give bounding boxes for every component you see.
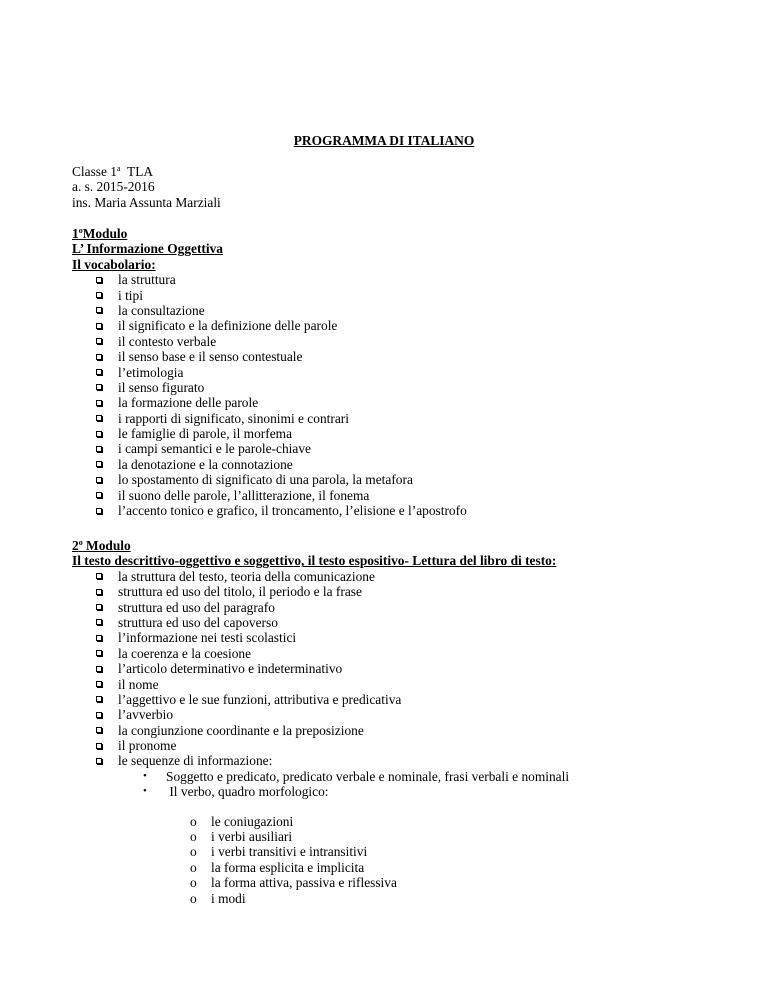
list-item-text: struttura ed uso del capoverso [118,614,278,630]
module-1-heading: 1$^o$Modulo [72,226,128,241]
checkbox-bullet-icon [96,589,102,595]
list-item-text: la struttura [118,272,176,288]
checkbox-bullet-icon [96,619,102,625]
module-2-sub-list [72,814,556,906]
checkbox-bullet-icon [96,292,102,298]
module-2-section: Il testo descrittivo-oggettivo e soggettivo, il testo espositivo- Lettura del libro di testo: [72,553,557,569]
checkbox-bullet-icon [96,681,102,687]
list-item-text: l’etimologia [118,364,184,380]
checkbox-bullet-icon [96,446,102,452]
checkbox-bullet-icon [96,415,102,421]
bullet-item-text: Soggetto e predicato, predicato verbale e nominale, frasi verbali e nominali [166,768,570,784]
list-item-text: il suono delle parole, l’allitterazione, il fonema [118,487,370,503]
circle-bullet-icon: o [190,859,197,875]
list-item-text: la formazione delle parole [118,395,259,411]
list-item-text: lo spostamento di significato di una parola, la metafora [118,472,413,488]
bullet-item-text: Il verbo, quadro morfologico: [166,784,329,800]
page-title: PROGRAMMA DI ITALIANO [293,133,475,148]
sub-list-item [72,875,556,890]
list-item-text: l’accento tonico e grafico, il troncamento, l’elisione e l’apostrofo [118,503,467,519]
checkbox-bullet-icon [96,431,102,437]
sub-list-item-text: la forma attiva, passiva e riflessiva [211,875,397,891]
sub-list-item [72,829,556,844]
class-info [72,164,221,210]
sub-list-item-text: i verbi transitivi e intransitivi [211,844,368,860]
list-item-text: i tipi [118,287,143,303]
checkbox-bullet-icon [96,461,102,467]
list-item-text: la denotazione e la connotazione [118,456,293,472]
list-item-text: il nome [118,676,159,692]
sub-list-item [72,860,556,875]
class-line: Classe 1$^a$ TLA [72,164,154,179]
list-item [72,456,293,472]
sub-list-item-text: i verbi ausiliari [211,829,293,845]
list-item [72,600,556,615]
list-item [72,661,556,676]
list-item-text: le sequenze di informazione: [118,753,273,769]
list-item-text: le famiglie di parole, il morfema [118,426,293,442]
checkbox-bullet-icon [96,354,102,360]
list-item-text: il senso base e il senso contestuale [118,349,303,365]
sub-list-item-text: i modi [211,890,246,906]
list-item-text: il senso figurato [118,379,205,395]
school-year: a. s. 2015-2016 [72,179,155,195]
checkbox-bullet-icon [96,604,102,610]
circle-bullet-icon: o [190,875,197,891]
sub-list-item [72,814,556,829]
list-item-text: il pronome [118,738,177,754]
list-item [72,692,556,707]
checkbox-bullet-icon [96,635,102,641]
checkbox-bullet-icon [96,477,102,483]
checkbox-bullet-icon [96,492,102,498]
checkbox-bullet-icon [96,573,102,579]
checkbox-bullet-icon [96,338,102,344]
list-item-text: il contesto verbale [118,333,217,349]
checkbox-bullet-icon [96,712,102,718]
list-item-text: la coerenza e la coesione [118,645,252,661]
list-item [72,723,556,738]
list-item [72,503,467,519]
list-item [72,677,556,692]
checkbox-bullet-icon [96,307,102,313]
list-item-text: i rapporti di significato, sinonimi e contrari [118,410,349,426]
bullet-dot-icon: • [143,785,147,798]
list-item-text: l’articolo determinativo e indeterminativo [118,661,343,677]
list-item [72,472,413,488]
list-item [72,646,556,661]
sub-list-item [72,844,556,859]
module-2 [72,538,570,906]
list-item-text: struttura ed uso del titolo, il periodo e la frase [118,584,362,600]
checkbox-bullet-icon [96,650,102,656]
list-item [72,487,370,503]
list-item [72,738,556,753]
checkbox-bullet-icon [96,369,102,375]
checkbox-bullet-icon [96,384,102,390]
list-item [72,365,223,380]
circle-bullet-icon: o [190,829,197,845]
bullet-item [72,768,570,784]
module-1-list [72,272,467,519]
list-item [72,288,223,303]
checkbox-bullet-icon [96,277,102,283]
list-item [72,441,311,457]
list-item [72,303,223,318]
list-item [72,334,223,349]
sub-list-item-text: le coniugazioni [211,813,294,829]
checkbox-bullet-icon [96,508,102,514]
checkbox-bullet-icon [96,727,102,733]
list-item [72,584,556,599]
circle-bullet-icon: o [190,890,197,906]
list-item [72,395,259,411]
list-item-text: la struttura del testo, teoria della comunicazione [118,568,375,584]
bullet-dot-icon: • [143,769,147,782]
list-item-text: l’informazione nei testi scolastici [118,630,297,646]
checkbox-bullet-icon [96,323,102,329]
list-item [72,615,556,630]
module-2-bullets [72,768,570,800]
module-1-subtitle: L’ Informazione Oggettiva [72,241,223,257]
list-item-text: il significato e la definizione delle parole [118,318,338,334]
list-item [72,272,223,287]
list-item [72,410,349,426]
sub-list-item-text: la forma esplicita e implicita [211,859,365,875]
circle-bullet-icon: o [190,844,197,860]
checkbox-bullet-icon [96,696,102,702]
module-1-section: Il vocabolario: [72,256,156,272]
list-item-text: la congiunzione coordinante e la preposizione [118,722,364,738]
list-item [72,349,303,365]
bullet-item [72,784,556,799]
list-item-text: struttura ed uso del paragrafo [118,599,275,615]
list-item [72,380,223,395]
teacher-name: ins. Maria Assunta Marziali [72,194,221,210]
list-item [72,630,556,645]
module-2-heading: 2$^o$ Modulo [72,538,131,553]
list-item-text: la consultazione [118,302,205,318]
list-item [72,707,556,722]
list-item [72,753,556,768]
sub-list-item [72,891,556,906]
list-item [72,318,338,334]
circle-bullet-icon: o [190,813,197,829]
module-1 [72,226,467,519]
list-item-text: l’aggettivo e le sue funzioni, attributiva e predicativa [118,691,402,707]
checkbox-bullet-icon [96,758,102,764]
checkbox-bullet-icon [96,400,102,406]
list-item [72,426,293,442]
list-item-text: i campi semantici e le parole-chiave [118,441,311,457]
module-2-list [72,569,556,769]
list-item-text: l’avverbio [118,707,174,723]
checkbox-bullet-icon [96,743,102,749]
checkbox-bullet-icon [96,666,102,672]
list-item [72,569,556,584]
